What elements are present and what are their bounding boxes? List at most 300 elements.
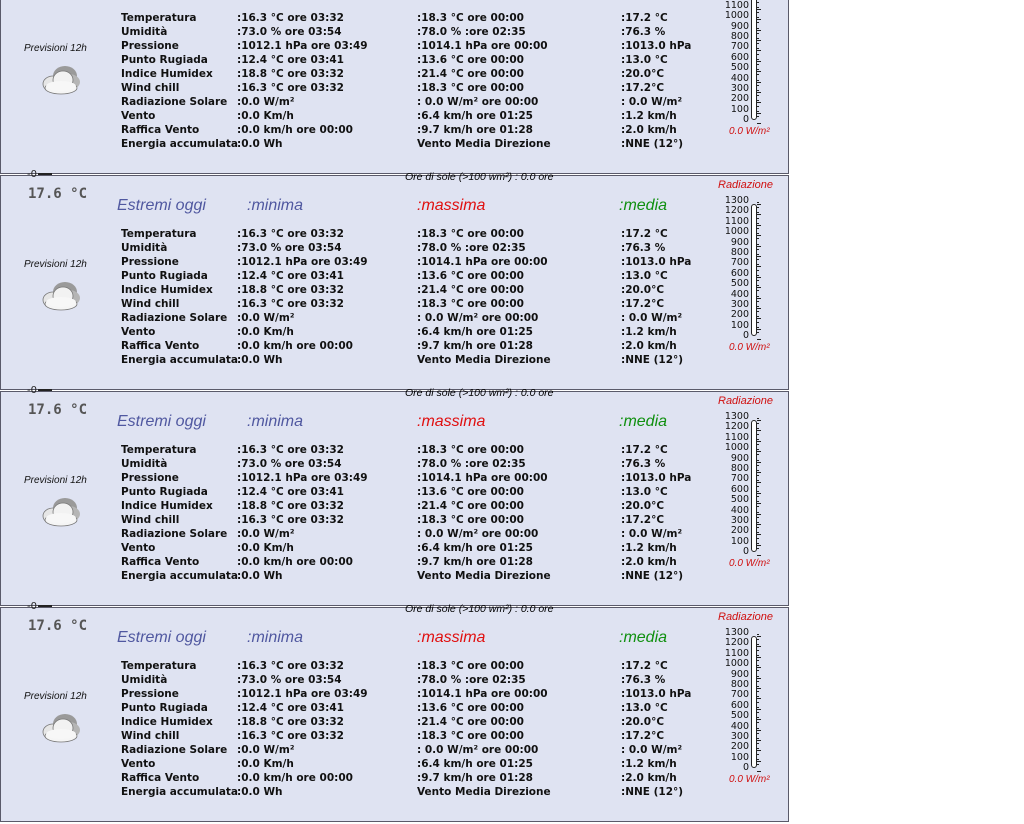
gauge-minor-tick (757, 639, 759, 640)
row-min: :0.0 Wh (237, 354, 283, 366)
row-label: Wind chill (121, 82, 180, 94)
previsioni-label: Previsioni 12h (24, 691, 87, 702)
row-min: :0.0 Km/h (237, 758, 294, 770)
row-avg: :20.0°C (621, 500, 665, 512)
row-min: :0.0 Wh (237, 138, 283, 150)
gauge-minor-tick (757, 275, 759, 276)
gauge-minor-tick (757, 428, 759, 429)
gauge-tick (757, 277, 761, 278)
gauge-tick (757, 688, 761, 689)
row-label: Umidità (121, 26, 168, 38)
gauge-tick-label: 1200 (724, 421, 749, 433)
gauge-tick-label: 700 (730, 257, 749, 269)
gauge-minor-tick (757, 686, 759, 687)
radiation-value: 0.0 W/m² (729, 342, 770, 353)
gauge-minor-tick (757, 223, 759, 224)
gauge-tick (757, 750, 761, 751)
gauge-tick (757, 503, 761, 504)
row-max: :6.4 km/h ore 01:25 (417, 326, 533, 338)
row-min: :0.0 Km/h (237, 326, 294, 338)
row-min: :12.4 °C ore 03:41 (237, 270, 344, 282)
gauge-tick (757, 482, 761, 483)
gauge-minor-tick (757, 655, 759, 656)
row-max: :9.7 km/h ore 01:28 (417, 556, 533, 568)
row-avg: :17.2°C (621, 82, 665, 94)
gauge-tick (757, 709, 761, 710)
gauge-tick-label: 500 (730, 62, 749, 74)
gauge-minor-tick (757, 311, 759, 312)
row-avg: :76.3 % (621, 26, 666, 38)
row-label: Punto Rugiada (121, 270, 208, 282)
gauge-minor-tick (757, 116, 759, 117)
row-min: :0.0 km/h ore 00:00 (237, 124, 353, 136)
gauge-minor-tick (757, 218, 759, 219)
row-label: Raffica Vento (121, 556, 200, 568)
gauge-minor-tick (757, 228, 759, 229)
gauge-minor-tick (757, 449, 759, 450)
row-min: :0.0 Km/h (237, 110, 294, 122)
gauge-minor-tick (757, 233, 759, 234)
row-max: :13.6 °C ore 00:00 (417, 702, 524, 714)
row-min: :16.3 °C ore 03:32 (237, 228, 344, 240)
ore-di-sole-label: Ore di sole (>100 wm²) : 0.0 ore (405, 603, 554, 615)
gauge-tick-label: 600 (730, 267, 749, 279)
gauge-minor-tick (757, 748, 759, 749)
gauge-tick (757, 266, 761, 267)
row-label: Indice Humidex (121, 716, 213, 728)
header-estremi-oggi: Estremi oggi (117, 197, 206, 214)
gauge-tick (757, 430, 761, 431)
row-min: :18.8 °C ore 03:32 (237, 716, 344, 728)
gauge-minor-tick (757, 676, 759, 677)
row-label: Temperatura (121, 444, 197, 456)
row-max: :9.7 km/h ore 01:28 (417, 124, 533, 136)
cloudy-icon (39, 278, 83, 312)
gauge-tick (757, 462, 761, 463)
row-label: Pressione (121, 256, 179, 268)
row-max: :6.4 km/h ore 01:25 (417, 542, 533, 554)
gauge-tick (757, 740, 761, 741)
gauge-tick-label: 500 (730, 710, 749, 722)
header-minima: :minima (247, 629, 304, 646)
gauge-minor-tick (757, 33, 759, 34)
row-label: Umidità (121, 674, 168, 686)
gauge-minor-tick (757, 54, 759, 55)
gauge-tick-label: 0 (742, 114, 749, 126)
header-estremi-oggi: Estremi oggi (117, 413, 206, 430)
row-avg: : 0.0 W/m² (621, 528, 683, 540)
gauge-minor-tick (757, 696, 759, 697)
row-min: :16.3 °C ore 03:32 (237, 444, 344, 456)
ore-di-sole-label: Ore di sole (>100 wm²) : 0.0 ore (405, 171, 554, 183)
gauge-tick-label: 400 (730, 288, 749, 300)
gauge-tick (757, 451, 761, 452)
gauge-tick (757, 698, 761, 699)
gauge-tick (757, 9, 761, 10)
gauge-tick-label: 1000 (724, 226, 749, 238)
row-avg: :20.0°C (621, 716, 665, 728)
row-label: Pressione (121, 688, 179, 700)
row-avg: :17.2°C (621, 298, 665, 310)
gauge-tick (757, 50, 761, 51)
row-avg: :NNE (12°) (621, 138, 684, 150)
gauge-tick-label: 900 (730, 668, 749, 680)
row-label: Raffica Vento (121, 772, 200, 784)
gauge-minor-tick (757, 650, 759, 651)
gauge-tick (757, 19, 761, 20)
row-label: Energia accumulata (121, 354, 239, 366)
gauge-minor-tick (757, 496, 759, 497)
gauge-tick (757, 113, 761, 114)
gauge-minor-tick (757, 475, 759, 476)
row-label: Indice Humidex (121, 500, 213, 512)
row-label: Pressione (121, 40, 179, 52)
row-max: :18.3 °C ore 00:00 (417, 730, 524, 742)
row-label: Punto Rugiada (121, 54, 208, 66)
gauge-tick (757, 555, 761, 556)
gauge-tick-label: 900 (730, 452, 749, 464)
gauge-tick-label: 100 (730, 535, 749, 547)
row-max: :78.0 % :ore 02:35 (417, 458, 526, 470)
row-avg: :17.2°C (621, 514, 665, 526)
gauge-tick-label: 400 (730, 504, 749, 516)
row-label: Temperatura (121, 12, 197, 24)
row-min: :73.0 % ore 03:54 (237, 26, 342, 38)
row-avg: :1013.0 hPa (621, 256, 692, 268)
header-massima: :massima (417, 197, 486, 214)
gauge-minor-tick (757, 85, 759, 86)
previsioni-label: Previsioni 12h (24, 43, 87, 54)
gauge-minor-tick (757, 301, 759, 302)
row-avg: :17.2 °C (621, 12, 668, 24)
gauge-minor-tick (757, 43, 759, 44)
row-avg: :NNE (12°) (621, 354, 684, 366)
header-media: :media (619, 197, 668, 214)
gauge-minor-tick (757, 12, 759, 13)
row-label: Radiazione Solare (121, 96, 228, 108)
row-max: :21.4 °C ore 00:00 (417, 68, 524, 80)
row-max: :1014.1 hPa ore 00:00 (417, 256, 548, 268)
row-min: :0.0 km/h ore 00:00 (237, 772, 353, 784)
gauge-minor-tick (757, 486, 759, 487)
row-max: :78.0 % :ore 02:35 (417, 242, 526, 254)
gauge-minor-tick (757, 538, 759, 539)
gauge-tick-label: 600 (730, 51, 749, 63)
weather-panel-2 (0, 169, 789, 390)
gauge-tick (757, 514, 761, 515)
radiation-value: 0.0 W/m² (729, 774, 770, 785)
gauge-minor-tick (757, 202, 759, 203)
header-minima: :minima (247, 197, 304, 214)
gauge-minor-tick (757, 728, 759, 729)
gauge-tick (757, 40, 761, 41)
cloudy-icon (39, 710, 83, 744)
gauge-tick-label: 700 (730, 689, 749, 701)
row-min: :1012.1 hPa ore 03:49 (237, 688, 368, 700)
row-label: Punto Rugiada (121, 702, 208, 714)
row-avg: :1.2 km/h (621, 758, 677, 770)
row-label: Wind chill (121, 298, 180, 310)
gauge-tick-label: 1100 (724, 0, 749, 11)
row-min: :1012.1 hPa ore 03:49 (237, 40, 368, 52)
gauge-tick (757, 298, 761, 299)
row-min: :0.0 W/m² (237, 312, 295, 324)
gauge-tick-label: 200 (730, 309, 749, 321)
gauge-minor-tick (757, 254, 759, 255)
row-max: :21.4 °C ore 00:00 (417, 716, 524, 728)
row-max: :6.4 km/h ore 01:25 (417, 110, 533, 122)
gauge-minor-tick (757, 439, 759, 440)
row-min: :12.4 °C ore 03:41 (237, 702, 344, 714)
gauge-minor-tick (757, 69, 759, 70)
gauge-tick-label: 1300 (724, 411, 749, 422)
gauge-tick (757, 71, 761, 72)
gauge-tick-label: 1100 (724, 215, 749, 227)
row-min: :0.0 W/m² (237, 528, 295, 540)
radiazione-title: Radiazione (718, 611, 774, 623)
gauge-tick-label: 800 (730, 247, 749, 258)
row-avg: :2.0 km/h (621, 772, 677, 784)
gauge-tick (757, 256, 761, 257)
row-label: Vento (121, 542, 156, 554)
gauge-tick (757, 719, 761, 720)
row-max: : 0.0 W/m² ore 00:00 (417, 312, 539, 324)
gauge-minor-tick (757, 480, 759, 481)
radiation-gauge (719, 0, 769, 126)
temp-scale-top-label: -0 (27, 601, 52, 612)
row-max: : 0.0 W/m² ore 00:00 (417, 96, 539, 108)
gauge-minor-tick (757, 434, 759, 435)
gauge-minor-tick (757, 460, 759, 461)
temp-scale-top-label: -0 (27, 385, 52, 396)
gauge-minor-tick (757, 670, 759, 671)
gauge-tick-label: 300 (730, 83, 749, 94)
gauge-tick-label: 1300 (724, 627, 749, 638)
row-max: Vento Media Direzione (417, 354, 551, 366)
gauge-tick-label: 1200 (724, 637, 749, 649)
row-min: :16.3 °C ore 03:32 (237, 514, 344, 526)
row-avg: :1013.0 hPa (621, 40, 692, 52)
gauge-minor-tick (757, 491, 759, 492)
gauge-tick-label: 1200 (724, 205, 749, 217)
row-label: Vento (121, 326, 156, 338)
gauge-tick (757, 235, 761, 236)
row-max: :13.6 °C ore 00:00 (417, 54, 524, 66)
gauge-tick (757, 308, 761, 309)
row-label: Punto Rugiada (121, 486, 208, 498)
gauge-minor-tick (757, 316, 759, 317)
gauge-tick-label: 0 (742, 762, 749, 774)
row-avg: :13.0 °C (621, 702, 668, 714)
gauge-tick-label: 0 (742, 546, 749, 558)
gauge-minor-tick (757, 644, 759, 645)
row-label: Temperatura (121, 228, 197, 240)
cloudy-icon (39, 62, 83, 96)
row-avg: :2.0 km/h (621, 556, 677, 568)
gauge-tick (757, 420, 761, 421)
gauge-tick (757, 534, 761, 535)
row-max: :18.3 °C ore 00:00 (417, 660, 524, 672)
gauge-minor-tick (757, 418, 759, 419)
weather-panel-3 (0, 385, 789, 606)
row-max: :21.4 °C ore 00:00 (417, 284, 524, 296)
row-label: Temperatura (121, 660, 197, 672)
header-massima: :massima (417, 413, 486, 430)
row-min: :16.3 °C ore 03:32 (237, 730, 344, 742)
gauge-minor-tick (757, 444, 759, 445)
row-min: :16.3 °C ore 03:32 (237, 298, 344, 310)
row-min: :0.0 km/h ore 00:00 (237, 340, 353, 352)
gauge-tick (757, 646, 761, 647)
gauge-minor-tick (757, 64, 759, 65)
row-max: :13.6 °C ore 00:00 (417, 270, 524, 282)
gauge-minor-tick (757, 691, 759, 692)
row-label: Energia accumulata (121, 786, 239, 798)
row-max: Vento Media Direzione (417, 138, 551, 150)
row-label: Wind chill (121, 730, 180, 742)
gauge-tick-label: 1100 (724, 647, 749, 659)
current-temperature: 17.6 °C (28, 402, 88, 418)
row-max: :78.0 % :ore 02:35 (417, 26, 526, 38)
row-min: :73.0 % ore 03:54 (237, 458, 342, 470)
gauge-tick (757, 123, 761, 124)
row-label: Energia accumulata (121, 138, 239, 150)
gauge-minor-tick (757, 512, 759, 513)
gauge-tick (757, 329, 761, 330)
gauge-minor-tick (757, 532, 759, 533)
gauge-minor-tick (757, 38, 759, 39)
row-min: :0.0 Km/h (237, 542, 294, 554)
row-label: Umidità (121, 242, 168, 254)
row-min: :0.0 W/m² (237, 744, 295, 756)
weather-panel-1 (0, 0, 789, 174)
gauge-minor-tick (757, 454, 759, 455)
gauge-minor-tick (757, 322, 759, 323)
row-avg: :13.0 °C (621, 270, 668, 282)
gauge-tick-label: 800 (730, 679, 749, 690)
row-avg: :NNE (12°) (621, 786, 684, 798)
gauge-minor-tick (757, 2, 759, 3)
row-avg: :76.3 % (621, 674, 666, 686)
gauge-tick-label: 100 (730, 103, 749, 115)
row-max: :21.4 °C ore 00:00 (417, 500, 524, 512)
gauge-minor-tick (757, 238, 759, 239)
row-avg: :2.0 km/h (621, 124, 677, 136)
radiation-value: 0.0 W/m² (729, 558, 770, 569)
temp-scale-top-label: -0 (27, 169, 52, 180)
gauge-tick-label: 700 (730, 473, 749, 485)
gauge-tick (757, 246, 761, 247)
row-label: Radiazione Solare (121, 744, 228, 756)
row-min: :18.8 °C ore 03:32 (237, 284, 344, 296)
row-avg: :20.0°C (621, 284, 665, 296)
row-label: Radiazione Solare (121, 528, 228, 540)
gauge-tick-label: 500 (730, 494, 749, 506)
gauge-minor-tick (757, 95, 759, 96)
gauge-tick (757, 524, 761, 525)
gauge-minor-tick (757, 634, 759, 635)
gauge-tick-label: 600 (730, 483, 749, 495)
row-label: Vento (121, 110, 156, 122)
gauge-tick-label: 1300 (724, 195, 749, 206)
gauge-minor-tick (757, 212, 759, 213)
gauge-minor-tick (757, 543, 759, 544)
gauge-minor-tick (757, 100, 759, 101)
row-max: : 0.0 W/m² ore 00:00 (417, 744, 539, 756)
gauge-minor-tick (757, 501, 759, 502)
row-min: :0.0 Wh (237, 786, 283, 798)
gauge-tick (757, 771, 761, 772)
gauge-minor-tick (757, 249, 759, 250)
gauge-minor-tick (757, 80, 759, 81)
row-avg: :13.0 °C (621, 54, 668, 66)
gauge-minor-tick (757, 764, 759, 765)
gauge-minor-tick (757, 660, 759, 661)
gauge-minor-tick (757, 111, 759, 112)
gauge-tick (757, 102, 761, 103)
gauge-minor-tick (757, 470, 759, 471)
gauge-tick (757, 61, 761, 62)
gauge-minor-tick (757, 527, 759, 528)
row-min: :1012.1 hPa ore 03:49 (237, 256, 368, 268)
row-label: Wind chill (121, 514, 180, 526)
gauge-tick (757, 667, 761, 668)
radiation-gauge (719, 411, 769, 558)
row-max: Vento Media Direzione (417, 786, 551, 798)
gauge-tick-label: 400 (730, 72, 749, 84)
gauge-tick (757, 214, 761, 215)
gauge-minor-tick (757, 106, 759, 107)
row-max: :1014.1 hPa ore 00:00 (417, 688, 548, 700)
gauge-minor-tick (757, 754, 759, 755)
gauge-tick (757, 441, 761, 442)
gauge-tick-label: 800 (730, 463, 749, 474)
gauge-tick-label: 800 (730, 31, 749, 42)
gauge-minor-tick (757, 207, 759, 208)
gauge-tick-label: 200 (730, 741, 749, 753)
gauge-tick (757, 204, 761, 205)
header-massima: :massima (417, 629, 486, 646)
gauge-tick-label: 600 (730, 699, 749, 711)
row-max: :9.7 km/h ore 01:28 (417, 772, 533, 784)
gauge-minor-tick (757, 290, 759, 291)
gauge-tick-label: 500 (730, 278, 749, 290)
gauge-tick (757, 493, 761, 494)
row-avg: :NNE (12°) (621, 570, 684, 582)
gauge-minor-tick (757, 259, 759, 260)
row-min: :0.0 Wh (237, 570, 283, 582)
gauge-tick-label: 1000 (724, 442, 749, 454)
row-avg: :2.0 km/h (621, 340, 677, 352)
gauge-minor-tick (757, 722, 759, 723)
row-max: :18.3 °C ore 00:00 (417, 514, 524, 526)
gauge-minor-tick (757, 296, 759, 297)
gauge-minor-tick (757, 332, 759, 333)
gauge-minor-tick (757, 244, 759, 245)
gauge-minor-tick (757, 681, 759, 682)
row-avg: :17.2°C (621, 730, 665, 742)
gauge-tick-label: 1000 (724, 658, 749, 670)
row-min: :73.0 % ore 03:54 (237, 242, 342, 254)
gauge-tick (757, 318, 761, 319)
row-max: :1014.1 hPa ore 00:00 (417, 472, 548, 484)
gauge-tick (757, 82, 761, 83)
row-min: :16.3 °C ore 03:32 (237, 82, 344, 94)
row-max: :18.3 °C ore 00:00 (417, 82, 524, 94)
row-avg: :76.3 % (621, 242, 666, 254)
gauge-minor-tick (757, 707, 759, 708)
gauge-tick-label: 200 (730, 93, 749, 105)
